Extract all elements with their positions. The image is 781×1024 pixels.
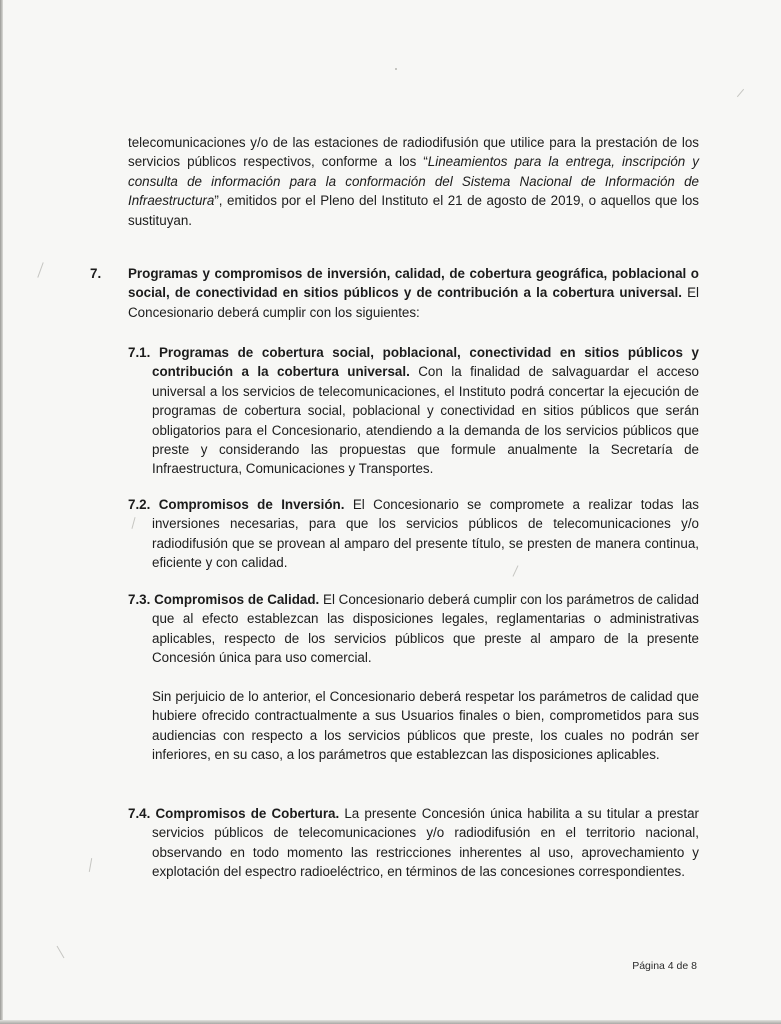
section-7 xyxy=(90,264,699,322)
scan-bottom-edge xyxy=(0,1020,781,1024)
scan-speck xyxy=(395,68,397,70)
intro-paragraph xyxy=(128,133,699,230)
subsection-7-3-number: 7.3. xyxy=(128,592,151,607)
subsection-7-1-heading: Programas de cobertura social, poblacional, conectividad en sitios públicos y contribución a la cobertura universal. xyxy=(152,345,699,380)
subsection-7-2-text: El Concesionario se compromete a realizar todas las inversiones necesarias, para que los servicios públicos de telecomunicaciones y/o radiodifusión que se provean al amparo del presente título, se presten de manera continua, eficiente y con calidad. xyxy=(152,497,699,571)
section-7-text: El Concesionario deberá cumplir con los siguientes: xyxy=(128,285,699,320)
subsection-7-2-heading: Compromisos de Inversión. xyxy=(158,497,345,512)
section-7-heading: Programas y compromisos de inversión, calidad, de cobertura geográfica, poblacional o social, de conectividad en sitios públicos y de contribución a la cobertura universal. xyxy=(128,266,699,301)
intro-guidelines-title: Lineamientos para la entrega, inscripción y consulta de información para la conformación del Sistema Nacional de Información de Infraestructura xyxy=(128,154,699,209)
subsection-7-3-paragraph-2 xyxy=(152,687,699,765)
subsection-7-4-text: La presente Concesión única habilita a su titular a prestar servicios públicos de telecomunicaciones y/o radiodifusión en el territorio nacional, observando en todo momento las restricciones inherentes al uso, aprovechamiento y explotación del espectro radioeléctrico, en términos de las concesiones correspondientes. xyxy=(152,806,699,880)
subsection-7-2 xyxy=(128,495,699,573)
scan-speck xyxy=(37,262,43,277)
section-7-number: 7. xyxy=(90,266,102,281)
subsection-7-3-para2-text: Sin perjuicio de lo anterior, el Concesionario deberá respetar los parámetros de calidad que hubiere ofrecido contractualmente a sus Usuarios finales o bien, comprometidos para sus audiencias con respecto a los servicios públicos que preste, los cuales no podrán ser inferiores, en su caso, a los parámetros que establezcan las disposiciones aplicables. xyxy=(152,689,699,763)
subsection-7-1-number: 7.1. xyxy=(128,345,151,360)
subsection-7-1-text: Con la finalidad de salvaguardar el acceso universal a los servicios de telecomunicaciones, el Instituto podrá concertar la ejecución de programas de cobertura social, poblacional y conectividad en sitios públicos que serán obligatorios para el Concesionario, atendiendo a la demanda de los servicios públicos que preste y considerando las propuestas que formule anualmente la Secretaría de Infraestructura, Comunicaciones y Transportes. xyxy=(152,364,699,477)
scan-speck xyxy=(89,858,92,872)
intro-text-b: ”, emitidos por el Pleno del Instituto el 21 de agosto de 2019, o aquellos que los sustituyan. xyxy=(128,193,699,228)
subsection-7-3-heading: Compromisos de Calidad. xyxy=(154,592,320,607)
subsection-7-4-heading: Compromisos de Cobertura. xyxy=(155,806,340,821)
subsection-7-2-number: 7.2. xyxy=(128,497,151,512)
scan-speck xyxy=(737,89,744,97)
scan-left-edge xyxy=(0,0,3,1024)
page-number: Página 4 de 8 xyxy=(632,960,697,972)
subsection-7-4-number: 7.4. xyxy=(128,806,151,821)
subsection-7-1 xyxy=(128,343,699,479)
subsection-7-4 xyxy=(128,804,699,882)
scan-speck xyxy=(57,946,65,959)
intro-text-a: telecomunicaciones y/o de las estaciones de radiodifusión que utilice para la prestación de los servicios públicos respectivos, conforme a los “ xyxy=(128,135,699,170)
subsection-7-3-text: El Concesionario deberá cumplir con los parámetros de calidad que al efecto establezcan las disposiciones legales, reglamentarias o administrativas aplicables, respecto de los servicios públicos que preste al amparo de la presente Concesión única para uso comercial. xyxy=(152,592,699,666)
subsection-7-3 xyxy=(128,590,699,668)
